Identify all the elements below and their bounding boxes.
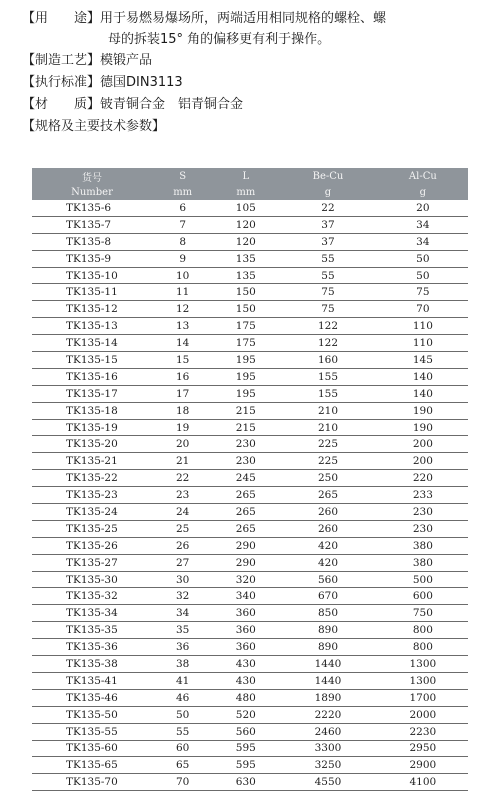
usage-row-cont	[22, 29, 494, 50]
cell-s: 25	[152, 520, 213, 537]
process-row	[22, 50, 494, 72]
cell-be-cu: 260	[278, 520, 378, 537]
cell-al-cu: 190	[378, 419, 468, 436]
cell-be-cu: 37	[278, 216, 378, 233]
unit-al-cu: g	[378, 184, 468, 200]
product-info	[22, 8, 494, 138]
cell-be-cu: 37	[278, 233, 378, 250]
header-s: S	[152, 168, 213, 184]
cell-al-cu: 34	[378, 233, 468, 250]
table-row	[32, 436, 468, 453]
table-row	[32, 622, 468, 639]
cell-s: 65	[152, 757, 213, 774]
cell-l: 630	[213, 774, 278, 791]
cell-l: 290	[213, 554, 278, 571]
cell-be-cu: 4550	[278, 774, 378, 791]
cell-be-cu: 560	[278, 571, 378, 588]
cell-number: TK135-20	[32, 436, 152, 453]
header-be-cu: Be-Cu	[278, 168, 378, 184]
cell-s: 36	[152, 639, 213, 656]
cell-s: 34	[152, 605, 213, 622]
cell-l: 230	[213, 436, 278, 453]
cell-be-cu: 75	[278, 301, 378, 318]
cell-be-cu: 850	[278, 605, 378, 622]
cell-l: 245	[213, 470, 278, 487]
table-row	[32, 267, 468, 284]
cell-l: 430	[213, 656, 278, 673]
table-body	[32, 200, 468, 791]
cell-number: TK135-50	[32, 706, 152, 723]
cell-be-cu: 122	[278, 335, 378, 352]
cell-al-cu: 2000	[378, 706, 468, 723]
cell-be-cu: 250	[278, 470, 378, 487]
cell-al-cu: 1700	[378, 689, 468, 706]
cell-s: 17	[152, 385, 213, 402]
table-row	[32, 520, 468, 537]
cell-be-cu: 22	[278, 200, 378, 216]
cell-al-cu: 70	[378, 301, 468, 318]
cell-al-cu: 800	[378, 639, 468, 656]
cell-s: 41	[152, 672, 213, 689]
cell-al-cu: 190	[378, 402, 468, 419]
cell-l: 175	[213, 335, 278, 352]
table-row	[32, 335, 468, 352]
table-row	[32, 487, 468, 504]
cell-be-cu: 155	[278, 368, 378, 385]
table-row	[32, 318, 468, 335]
cell-number: TK135-55	[32, 723, 152, 740]
cell-number: TK135-7	[32, 216, 152, 233]
cell-l: 195	[213, 385, 278, 402]
table-row	[32, 352, 468, 369]
cell-be-cu: 265	[278, 487, 378, 504]
table-row	[32, 605, 468, 622]
cell-number: TK135-16	[32, 368, 152, 385]
cell-s: 13	[152, 318, 213, 335]
cell-be-cu: 55	[278, 250, 378, 267]
cell-al-cu: 34	[378, 216, 468, 233]
cell-al-cu: 380	[378, 537, 468, 554]
cell-be-cu: 122	[278, 318, 378, 335]
table-row	[32, 385, 468, 402]
cell-al-cu: 140	[378, 368, 468, 385]
cell-be-cu: 260	[278, 504, 378, 521]
header-l: L	[213, 168, 278, 184]
spec-heading-row	[22, 116, 494, 138]
cell-number: TK135-70	[32, 774, 152, 791]
cell-s: 16	[152, 368, 213, 385]
cell-al-cu: 20	[378, 200, 468, 216]
cell-al-cu: 1300	[378, 672, 468, 689]
cell-number: TK135-17	[32, 385, 152, 402]
material-key: 【材 质】	[22, 97, 101, 112]
cell-l: 520	[213, 706, 278, 723]
cell-al-cu: 110	[378, 318, 468, 335]
usage-text-line1: 用于易燃易爆场所，两端适用相同规格的螺栓、螺	[100, 11, 387, 26]
cell-s: 24	[152, 504, 213, 521]
cell-be-cu: 210	[278, 419, 378, 436]
cell-number: TK135-13	[32, 318, 152, 335]
cell-l: 430	[213, 672, 278, 689]
standard-value: 德国DIN3113	[100, 75, 183, 90]
cell-be-cu: 890	[278, 639, 378, 656]
cell-number: TK135-65	[32, 757, 152, 774]
cell-al-cu: 2230	[378, 723, 468, 740]
cell-number: TK135-38	[32, 656, 152, 673]
cell-be-cu: 210	[278, 402, 378, 419]
cell-number: TK135-35	[32, 622, 152, 639]
cell-l: 215	[213, 419, 278, 436]
standard-key: 【执行标准】	[22, 75, 101, 90]
cell-al-cu: 1300	[378, 656, 468, 673]
cell-al-cu: 230	[378, 520, 468, 537]
cell-number: TK135-15	[32, 352, 152, 369]
cell-al-cu: 50	[378, 250, 468, 267]
cell-s: 19	[152, 419, 213, 436]
header-number: 货号	[32, 168, 152, 184]
cell-be-cu: 1440	[278, 656, 378, 673]
cell-s: 10	[152, 267, 213, 284]
table-row	[32, 639, 468, 656]
cell-number: TK135-30	[32, 571, 152, 588]
table-row	[32, 301, 468, 318]
cell-al-cu: 600	[378, 588, 468, 605]
cell-be-cu: 3250	[278, 757, 378, 774]
table-row	[32, 723, 468, 740]
cell-l: 195	[213, 368, 278, 385]
cell-be-cu: 2460	[278, 723, 378, 740]
cell-number: TK135-6	[32, 200, 152, 216]
cell-s: 6	[152, 200, 213, 216]
usage-row	[22, 8, 494, 29]
header-al-cu: Al-Cu	[378, 168, 468, 184]
table-row	[32, 537, 468, 554]
table-row	[32, 740, 468, 757]
cell-s: 38	[152, 656, 213, 673]
cell-number: TK135-34	[32, 605, 152, 622]
cell-al-cu: 230	[378, 504, 468, 521]
cell-l: 215	[213, 402, 278, 419]
table-unit-row	[32, 184, 468, 200]
cell-l: 105	[213, 200, 278, 216]
table-row	[32, 656, 468, 673]
cell-al-cu: 4100	[378, 774, 468, 791]
cell-be-cu: 2220	[278, 706, 378, 723]
cell-l: 265	[213, 520, 278, 537]
table-row	[32, 672, 468, 689]
table-row	[32, 689, 468, 706]
process-value: 模锻产品	[100, 53, 153, 68]
cell-be-cu: 1890	[278, 689, 378, 706]
cell-l: 265	[213, 504, 278, 521]
material-value: 铍青铜合金 铝青铜合金	[100, 97, 244, 112]
cell-number: TK135-26	[32, 537, 152, 554]
table-row	[32, 470, 468, 487]
cell-be-cu: 670	[278, 588, 378, 605]
cell-l: 595	[213, 757, 278, 774]
cell-s: 60	[152, 740, 213, 757]
cell-be-cu: 890	[278, 622, 378, 639]
cell-al-cu: 2900	[378, 757, 468, 774]
unit-l: mm	[213, 184, 278, 200]
cell-s: 22	[152, 470, 213, 487]
cell-be-cu: 225	[278, 436, 378, 453]
unit-s: mm	[152, 184, 213, 200]
material-row	[22, 94, 494, 116]
cell-l: 120	[213, 216, 278, 233]
cell-s: 12	[152, 301, 213, 318]
cell-number: TK135-22	[32, 470, 152, 487]
process-key: 【制造工艺】	[22, 53, 101, 68]
spec-table	[32, 168, 468, 791]
cell-number: TK135-19	[32, 419, 152, 436]
standard-row	[22, 72, 494, 94]
usage-text-line2: 母的拆装15° 角的偏移更有利于操作。	[108, 32, 331, 47]
table-row	[32, 706, 468, 723]
cell-number: TK135-36	[32, 639, 152, 656]
cell-s: 15	[152, 352, 213, 369]
cell-be-cu: 160	[278, 352, 378, 369]
cell-number: TK135-24	[32, 504, 152, 521]
unit-number: Number	[32, 184, 152, 200]
cell-be-cu: 55	[278, 267, 378, 284]
table-row	[32, 571, 468, 588]
cell-l: 595	[213, 740, 278, 757]
table-row	[32, 250, 468, 267]
cell-al-cu: 200	[378, 436, 468, 453]
table-row	[32, 402, 468, 419]
cell-number: TK135-60	[32, 740, 152, 757]
cell-s: 32	[152, 588, 213, 605]
cell-l: 560	[213, 723, 278, 740]
table-row	[32, 419, 468, 436]
cell-l: 195	[213, 352, 278, 369]
cell-s: 70	[152, 774, 213, 791]
cell-be-cu: 420	[278, 537, 378, 554]
cell-al-cu: 2950	[378, 740, 468, 757]
cell-l: 150	[213, 284, 278, 301]
table-row	[32, 554, 468, 571]
cell-l: 265	[213, 487, 278, 504]
cell-l: 175	[213, 318, 278, 335]
cell-l: 360	[213, 605, 278, 622]
cell-al-cu: 500	[378, 571, 468, 588]
cell-number: TK135-46	[32, 689, 152, 706]
cell-number: TK135-8	[32, 233, 152, 250]
cell-number: TK135-23	[32, 487, 152, 504]
cell-be-cu: 155	[278, 385, 378, 402]
cell-s: 8	[152, 233, 213, 250]
cell-be-cu: 225	[278, 453, 378, 470]
cell-l: 290	[213, 537, 278, 554]
cell-l: 360	[213, 622, 278, 639]
cell-be-cu: 3300	[278, 740, 378, 757]
cell-number: TK135-10	[32, 267, 152, 284]
cell-s: 55	[152, 723, 213, 740]
cell-al-cu: 75	[378, 284, 468, 301]
cell-l: 135	[213, 267, 278, 284]
cell-number: TK135-25	[32, 520, 152, 537]
usage-key: 【用 途】	[22, 11, 101, 26]
cell-l: 480	[213, 689, 278, 706]
cell-l: 230	[213, 453, 278, 470]
cell-s: 26	[152, 537, 213, 554]
table-row	[32, 588, 468, 605]
cell-al-cu: 200	[378, 453, 468, 470]
table-row	[32, 774, 468, 791]
unit-be-cu: g	[278, 184, 378, 200]
table-row	[32, 216, 468, 233]
cell-number: TK135-9	[32, 250, 152, 267]
cell-l: 320	[213, 571, 278, 588]
table-row	[32, 284, 468, 301]
cell-be-cu: 420	[278, 554, 378, 571]
cell-al-cu: 800	[378, 622, 468, 639]
cell-al-cu: 110	[378, 335, 468, 352]
cell-al-cu: 50	[378, 267, 468, 284]
cell-al-cu: 380	[378, 554, 468, 571]
cell-be-cu: 1440	[278, 672, 378, 689]
cell-number: TK135-21	[32, 453, 152, 470]
table-row	[32, 368, 468, 385]
table-row	[32, 233, 468, 250]
cell-number: TK135-12	[32, 301, 152, 318]
cell-s: 7	[152, 216, 213, 233]
cell-number: TK135-41	[32, 672, 152, 689]
cell-al-cu: 750	[378, 605, 468, 622]
cell-al-cu: 220	[378, 470, 468, 487]
cell-al-cu: 233	[378, 487, 468, 504]
cell-l: 120	[213, 233, 278, 250]
cell-s: 18	[152, 402, 213, 419]
cell-be-cu: 75	[278, 284, 378, 301]
spec-heading: 【规格及主要技术参数】	[22, 119, 166, 134]
cell-l: 360	[213, 639, 278, 656]
cell-s: 11	[152, 284, 213, 301]
table-row	[32, 200, 468, 216]
cell-number: TK135-18	[32, 402, 152, 419]
table-header-row	[32, 168, 468, 184]
cell-number: TK135-32	[32, 588, 152, 605]
cell-s: 21	[152, 453, 213, 470]
table-row	[32, 757, 468, 774]
cell-s: 23	[152, 487, 213, 504]
cell-l: 135	[213, 250, 278, 267]
cell-al-cu: 140	[378, 385, 468, 402]
cell-al-cu: 145	[378, 352, 468, 369]
cell-number: TK135-11	[32, 284, 152, 301]
cell-s: 9	[152, 250, 213, 267]
cell-number: TK135-14	[32, 335, 152, 352]
cell-l: 340	[213, 588, 278, 605]
cell-s: 35	[152, 622, 213, 639]
cell-s: 20	[152, 436, 213, 453]
cell-s: 14	[152, 335, 213, 352]
table-row	[32, 453, 468, 470]
table-row	[32, 504, 468, 521]
cell-l: 150	[213, 301, 278, 318]
cell-s: 50	[152, 706, 213, 723]
cell-s: 46	[152, 689, 213, 706]
cell-s: 30	[152, 571, 213, 588]
cell-s: 27	[152, 554, 213, 571]
cell-number: TK135-27	[32, 554, 152, 571]
